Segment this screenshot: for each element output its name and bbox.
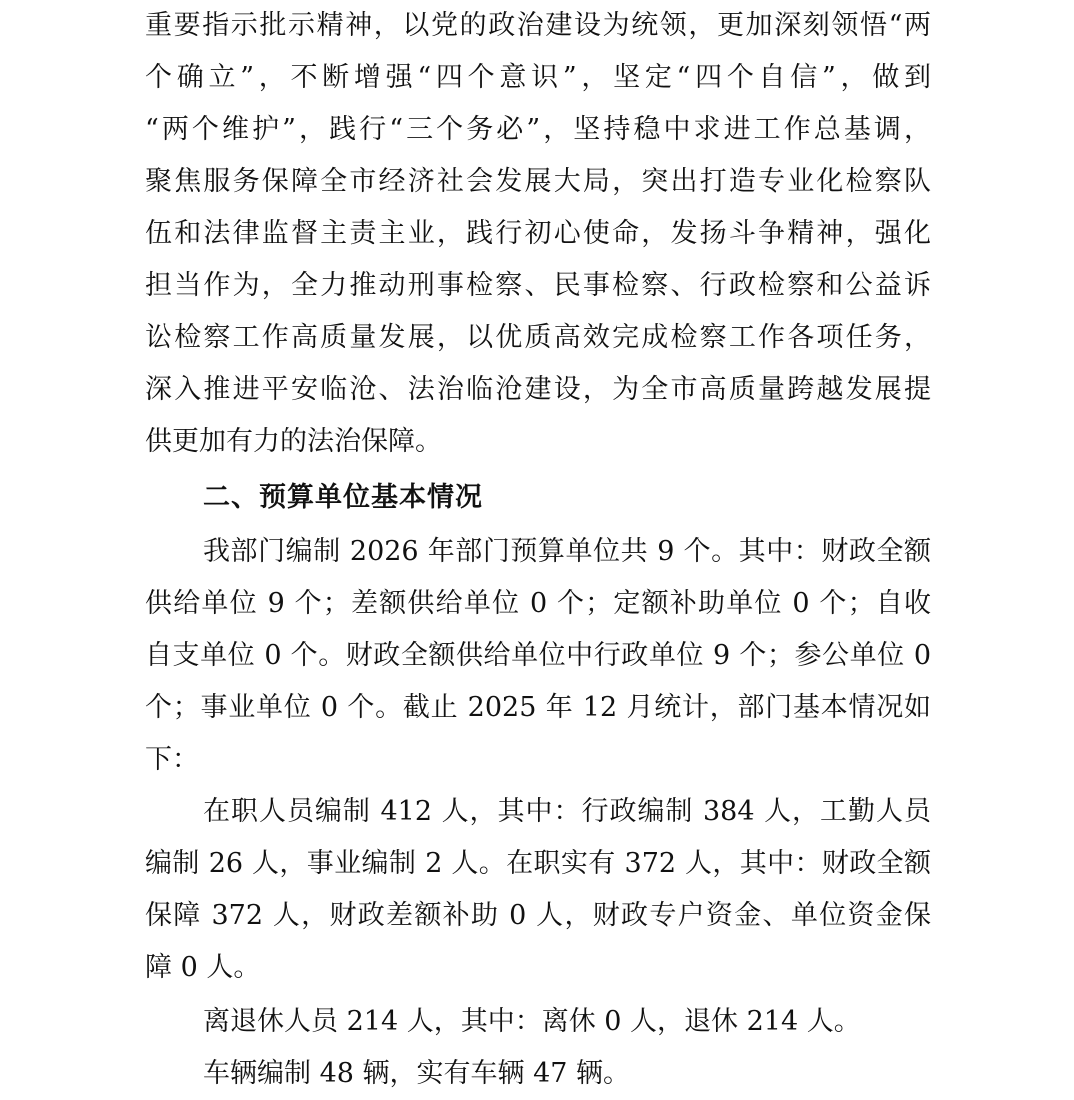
paragraph-line: 保障 372 人，财政差额补助 0 人，财政专户资金、单位资金保 (145, 900, 931, 931)
paragraph-line: “两个维护”，践行“三个务必”，坚持稳中求进工作总基调， (145, 114, 931, 145)
paragraph-line: 障 0 人。 (145, 952, 261, 983)
paragraph-line: 个；事业单位 0 个。截止 2025 年 12 月统计，部门基本情况如 (145, 692, 931, 723)
paragraph-line: 供给单位 9 个；差额供给单位 0 个；定额补助单位 0 个；自收 (145, 588, 931, 619)
paragraph-line: 聚焦服务保障全市经济社会发展大局，突出打造专业化检察队 (145, 166, 931, 197)
paragraph-line: 讼检察工作高质量发展，以优质高效完成检察工作各项任务， (145, 322, 931, 353)
paragraph-line: 在职人员编制 412 人，其中：行政编制 384 人，工勤人员 (203, 796, 931, 827)
paragraph-line: 伍和法律监督主责主业，践行初心使命，发扬斗争精神，强化 (145, 218, 931, 249)
paragraph-line: 下： (145, 744, 199, 775)
paragraph-line: 编制 26 人，事业编制 2 人。在职实有 372 人，其中：财政全额 (145, 848, 931, 879)
paragraph-line: 自支单位 0 个。财政全额供给单位中行政单位 9 个；参公单位 0 (145, 640, 931, 671)
paragraph-line: 离退休人员 214 人，其中：离休 0 人，退休 214 人。 (203, 1006, 861, 1037)
paragraph-line: 供更加有力的法治保障。 (145, 426, 442, 457)
paragraph-line: 车辆编制 48 辆，实有车辆 47 辆。 (203, 1058, 631, 1089)
paragraph-line: 深入推进平安临沧、法治临沧建设，为全市高质量跨越发展提 (145, 374, 931, 405)
paragraph-line: 担当作为，全力推动刑事检察、民事检察、行政检察和公益诉 (145, 270, 931, 301)
paragraph-line: 我部门编制 2026 年部门预算单位共 9 个。其中：财政全额 (203, 536, 931, 567)
paragraph-line: 重要指示批示精神，以党的政治建设为统领，更加深刻领悟“两 (145, 10, 931, 41)
section-heading: 二、预算单位基本情况 (203, 482, 483, 513)
paragraph-line: 个确立”，不断增强“四个意识”，坚定“四个自信”，做到 (145, 62, 931, 93)
